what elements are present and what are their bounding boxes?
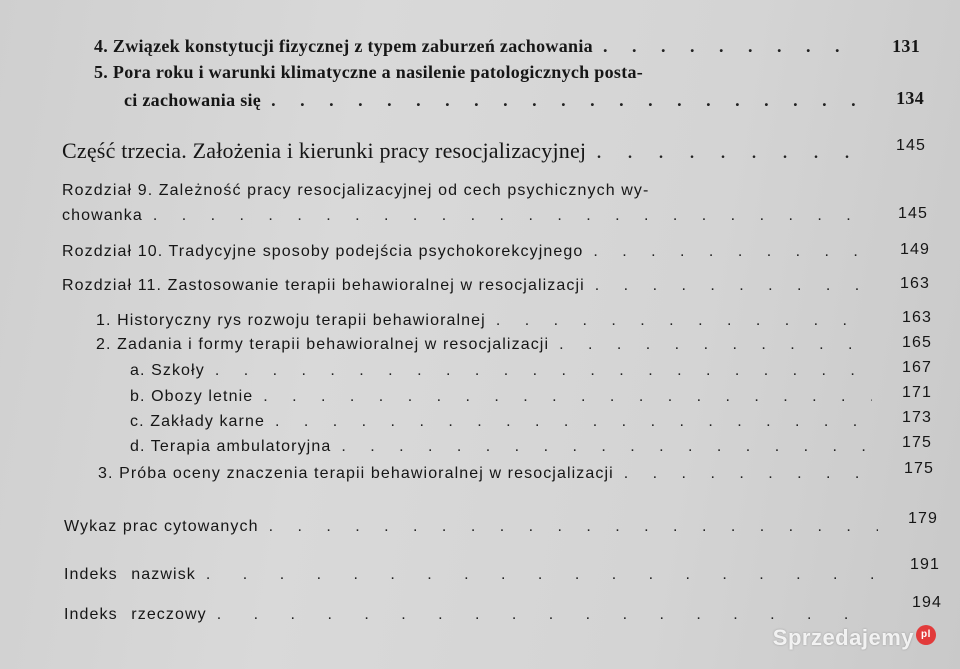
toc-page-number: 191 [910, 556, 940, 573]
leader-dots [259, 518, 878, 536]
toc-part-heading [62, 138, 874, 164]
toc-entry [96, 312, 872, 330]
toc-entry-title: Rozdział 9. Zależność pracy resocjalizacyjnej od cech psychicznych wy- [62, 182, 650, 199]
toc-entry-title: 4. Związek konstytucji fizycznej z typem zaburzeń zachowania [94, 36, 593, 56]
toc-entry-title: c. Zakłady karne [130, 413, 265, 430]
toc-entry-title: a. Szkoły [130, 362, 205, 379]
toc-entry [94, 36, 864, 57]
leader-dots [207, 606, 878, 624]
toc-page-number: 175 [904, 460, 934, 477]
toc-page-number: 149 [900, 241, 930, 258]
toc-entry [98, 465, 874, 483]
toc-entry-title: 5. Pora roku i warunki klimatyczne a nasilenie patologicznych posta- [94, 62, 644, 82]
leader-dots [585, 277, 872, 295]
sprzedajemy-watermark [773, 625, 936, 651]
toc-page-number: 171 [902, 384, 932, 401]
toc-entry-title: b. Obozy letnie [130, 388, 254, 405]
leader-dots [549, 336, 872, 354]
toc-entry-title: Część trzecia. Założenia i kierunki pracy resocjalizacyjnej [62, 138, 587, 163]
toc-entry-title: Rozdział 11. Zastosowanie terapii behawioralnej w resocjalizacji [62, 277, 585, 294]
toc-page-number: 145 [896, 137, 926, 154]
toc-entry [64, 606, 878, 624]
toc-entry-title: d. Terapia ambulatoryjna [130, 438, 332, 455]
toc-page-number: 163 [900, 275, 930, 292]
leader-dots [593, 36, 864, 57]
toc-entry-title: Wykaz prac cytowanych [64, 518, 259, 535]
leader-dots [196, 566, 878, 584]
leader-dots [265, 413, 872, 431]
leader-dots [143, 207, 872, 225]
toc-page-number: 145 [898, 205, 928, 222]
toc-page-number: 165 [902, 334, 932, 351]
toc-page-number: 167 [902, 359, 932, 376]
leader-dots [614, 465, 874, 483]
toc-entry [62, 277, 872, 295]
toc-entry-title: Indeks rzeczowy [64, 606, 207, 623]
toc-entry-title: Indeks nazwisk [64, 566, 196, 583]
toc-page-number: 194 [912, 594, 942, 611]
toc-entry [62, 243, 872, 261]
toc-page-number: 163 [902, 309, 932, 326]
toc-entry [130, 413, 872, 431]
toc-page-number: 175 [902, 434, 932, 451]
toc-entry [130, 362, 872, 380]
toc-entry [64, 566, 878, 584]
leader-dots [261, 90, 864, 111]
watermark-brand: Sprzedajemy [772, 625, 914, 650]
leader-dots [253, 388, 872, 406]
leader-dots [331, 438, 872, 456]
toc-entry-title: 1. Historyczny rys rozwoju terapii behawioralnej [96, 312, 486, 329]
leader-dots [205, 362, 872, 380]
toc-entry [130, 388, 872, 406]
toc-page-number: 179 [908, 510, 938, 527]
toc-page-number: 134 [896, 88, 924, 108]
toc-page-number: 173 [902, 409, 932, 426]
leader-dots [583, 243, 872, 261]
toc-entry [62, 207, 872, 225]
toc-entry-title: 2. Zadania i formy terapii behawioralnej w resocjalizacji [96, 336, 550, 353]
toc-entry [130, 438, 872, 456]
leader-dots [586, 138, 874, 164]
toc-entry [124, 90, 864, 111]
toc-entry-title: chowanka [62, 207, 143, 224]
toc-entry-title: ci zachowania się [124, 90, 262, 110]
toc-entry [96, 336, 872, 354]
leader-dots [486, 312, 872, 330]
toc-entry-title: 3. Próba oceny znaczenia terapii behawioralnej w resocjalizacji [98, 465, 614, 482]
toc-page-number: 131 [892, 36, 920, 56]
toc-entry [64, 518, 878, 536]
watermark-badge: pl [916, 625, 936, 645]
toc-entry-title: Rozdział 10. Tradycyjne sposoby podejścia psychokorekcyjnego [62, 243, 584, 260]
